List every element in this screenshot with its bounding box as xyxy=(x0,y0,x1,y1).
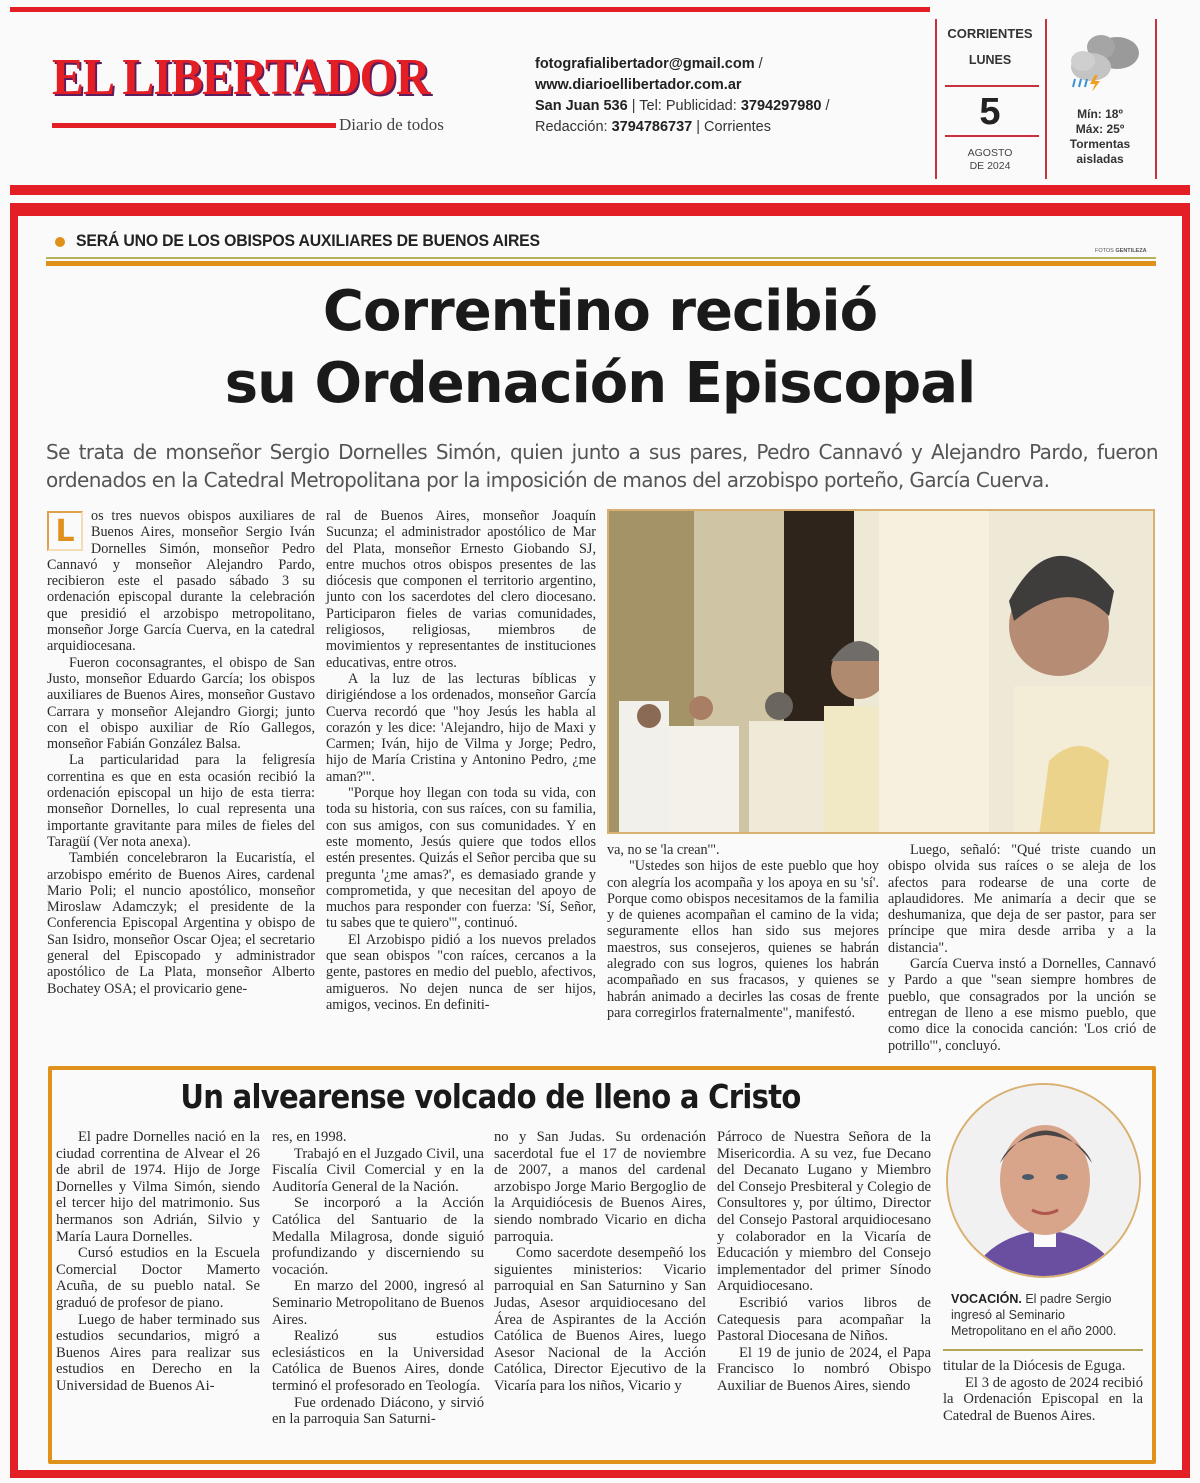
photo-credit-label: FOTOS xyxy=(1095,248,1114,254)
paragraph: no y San Judas. Su ordenación sacerdotal fue el 17 de noviembre de 2007, a manos del cardenal arzobispo Jorge Mario Bergoglio de la Arquidiócesis de Buenos Aires, siendo nombrado Vicario en dicha parroquia. xyxy=(494,1129,706,1245)
paragraph: res, en 1998. xyxy=(272,1129,347,1145)
article-column-1 xyxy=(47,508,315,997)
date-weekday: LUNES xyxy=(968,53,1012,67)
date-month: AGOSTO xyxy=(967,147,1013,159)
photo-credit-value: GENTILEZA xyxy=(1115,248,1147,254)
date-day: 5 xyxy=(979,91,1001,133)
paragraph-text: os tres nuevos obispos auxiliares de Buenos Aires, monseñor Sergio Iván Dornelles Simón, monseñor Pedro Cannavó y monseñor Alejandro Pardo, recibieron este el pasado sábado 3 su ordenación episcopal durante la celebración que presidió el arzobispo metropolitano, monseñor Jorge García Cuerva, en la catedral arquidiocesana. xyxy=(47,508,315,655)
weather-info xyxy=(1050,107,1150,167)
article-column-4 xyxy=(888,842,1156,1054)
ceremony-photo[interactable] xyxy=(607,509,1155,834)
paragraph: En marzo del 2000, ingresó al Seminario Metropolitano de Buenos Aires. xyxy=(272,1278,484,1328)
sidebar-headline: Un alvearense volcado de lleno a Cristo xyxy=(180,1077,801,1116)
divider xyxy=(945,135,1039,137)
kicker-rule xyxy=(46,257,1156,259)
contact-address: San Juan 536 xyxy=(535,98,628,114)
headline-line-2: su Ordenación Episcopal xyxy=(224,351,976,416)
logo-underline xyxy=(52,123,336,128)
paragraph: A la luz de las lecturas bíblicas y dirigiéndose a los ordenados, monseñor García Cuerva recordó que "hoy Jesús les habla al corazón y les dice: 'Alejandro, hijo de Maxi y Carmen; Iván, hijo de Vilma y Jorge; Pedro, hijo de María Cristina y Antonino Pedro, ¿me aman?'". xyxy=(326,670,596,785)
date-month-year xyxy=(935,147,1045,173)
weather-condition-2: aisladas xyxy=(1076,152,1124,166)
newspaper-logo[interactable] xyxy=(52,49,452,134)
paragraph: El Arzobispo pidió a los nuevos prelados que sean obispos "con raíces, cercanos a la gente, pastores en medio del pueblo, afectivos, amigueros. No dejen nunca de ser hijos, amigos, vecinos. En definiti- xyxy=(326,931,596,1013)
divider xyxy=(1045,19,1047,179)
paragraph: Luego de haber terminado sus estudios secundarios, migró a Buenos Aires para realizar sus estudios en Derecho en la Universidad de Buenos Ai- xyxy=(56,1311,260,1394)
tel-redaccion: 3794786737 xyxy=(611,119,693,135)
paragraph: "Porque hoy llegan con toda su vida, con toda su historia, con sus raíces, con su familia, con sus amigos, con sus comunidades. Y en este momento, Jesús quiere que todos ellos estén presentes. Quizás el Señor perciba que su pregunta '¿me amas?', es demasiado grande y comprometida, y que necesitan del apoyo de muchos para responder con fuerza: 'Sí, Señor, tu sabes que te quiero'", continuó. xyxy=(326,785,596,932)
caption-rule xyxy=(943,1349,1143,1351)
paragraph: García Cuerva instó a Dornelles, Cannavó y Pardo a que "sean siempre hombres de pueblo, que consagrados por la unción se entregan de lleno a ese mismo pueblo, que como dice la conocida canción: 'Los crió de potrillo'", concluyó. xyxy=(888,956,1156,1054)
headline xyxy=(0,276,1200,420)
paragraph: titular de la Diócesis de Eguga. xyxy=(943,1358,1126,1374)
photo-caption xyxy=(951,1291,1141,1339)
paragraph: Fue ordenado Diácono, y sirvió en la parroquia San Saturni- xyxy=(272,1394,484,1428)
portrait-photo[interactable] xyxy=(946,1083,1141,1278)
separator: / xyxy=(754,56,763,72)
dropcap: L xyxy=(47,511,83,551)
paragraph: Párroco de Nuestra Señora de la Misericordia. A su vez, fue Decano del Decanato Lugano y Miembro del Consejo Presbiteral y Colegio de Consultores y, por último, Director del Consejo Pastoral arquidiocesano y colaborador en la Vicaría de Educación y miembro del Consejo implementador del primer Sínodo Arquidiocesano. xyxy=(717,1129,931,1295)
masthead xyxy=(0,0,1200,185)
date-weather-box xyxy=(935,19,1157,181)
masthead-bottom-band xyxy=(10,185,1190,195)
tel-publicidad: 3794297980 xyxy=(740,98,822,114)
photo-image xyxy=(609,511,1155,834)
temp-min: Mín: 18º xyxy=(1077,107,1123,121)
sidebar-column-3 xyxy=(494,1129,706,1395)
paragraph: Luego, señaló: "Qué triste cuando un obispo olvida sus raíces o se aleja de los afectos para rodearse de una corte de aplaudidores. Me animaría a decir que se deshumaniza, que deja de ser pastor, para ser príncipe que mira desde arriba y a la distancia". xyxy=(888,842,1156,956)
city-label: | Corrientes xyxy=(692,119,771,135)
article-column-3 xyxy=(607,842,879,1021)
logo-title: EL LIBERTADOR xyxy=(52,49,430,106)
paragraph: Realizó sus estudios eclesiásticos en la Universidad Católica de Buenos Aires, donde terminó el profesorado en Teología. xyxy=(272,1328,484,1394)
paragraph: Cursó estudios en la Escuela Comercial Doctor Mamerto Acuña, de su pueblo natal. Se graduó de profesor de piano. xyxy=(56,1245,260,1311)
paragraph: Escribió varios libros de Catequesis para acompañar la Pastoral Diocesana de Niños. xyxy=(717,1294,931,1345)
deck-line-1: Se trata de monseñor Sergio Dornelles Simón, quien junto a sus pares, Pedro Cannavó y Alejandro Pardo, fueron xyxy=(46,440,1158,464)
paragraph: ral de Buenos Aires, monseñor Joaquín Sucunza; el administrador apostólico de Mar del Plata, monseñor Ernesto Giobando SJ, entre muchos otros obispos presentes de las diócesis que componen el territorio argentino, junto con los sacerdotes del clero diocesano. Participaron fieles de varias comunidades, religiosos, religiosas, miembros de movimientos y representantes de instituciones educativas, entre otros. xyxy=(326,508,596,671)
contact-website[interactable]: www.diarioellibertador.com.ar xyxy=(535,77,742,93)
paragraph: El 19 de junio de 2024, el Papa Francisco lo nombró Obispo Auxiliar de Buenos Aires, siendo xyxy=(717,1344,931,1394)
caption-label: VOCACIÓN. xyxy=(951,1292,1022,1306)
sidebar-column-5 xyxy=(943,1358,1143,1424)
paragraph: Trabajó en el Juzgado Civil, una Fiscalía Civil Comercial y en la Auditoría General de la Nación. xyxy=(272,1145,484,1195)
deck-line-2: ordenados en la Catedral Metropolitana por la imposición de manos del arzobispo porteño, García Cuerva. xyxy=(46,468,1050,492)
photo-credit xyxy=(1095,248,1147,254)
thunderstorm-icon xyxy=(1065,31,1145,91)
contact-info xyxy=(535,54,830,138)
deck xyxy=(46,438,1158,494)
caption-text: El padre Sergio ingresó al Seminario Metropolitano en el año 2000. xyxy=(951,1292,1117,1338)
masthead-top-rule xyxy=(10,7,930,12)
temp-max: Máx: 25º xyxy=(1075,122,1125,136)
kicker-rule xyxy=(46,261,1156,266)
redaccion-label: Redacción: xyxy=(535,119,612,135)
contact-email[interactable]: fotografialibertador@gmail.com xyxy=(535,56,755,72)
paragraph: La particularidad para la feligresía correntina es que en esta ocasión recibió la ordenación episcopal un hijo de esta tierra: monseñor Dornelles, lo cual representa una importante gravitante para miles de fieles del Taragüí (Ver nota anexa). xyxy=(47,752,315,850)
date-year: DE 2024 xyxy=(969,160,1011,172)
divider xyxy=(1155,19,1157,179)
bullet-icon xyxy=(55,237,65,247)
paragraph: va, no se 'la crean'". xyxy=(607,842,720,858)
paragraph: También concelebraron la Eucaristía, el arzobispo emérito de Buenos Aires, cardenal Mario Poli; el nuncio apostólico, monseñor Miroslaw Adamczyk; el presidente de la Conferencia Episcopal Argentina y obispo de San Isidro, monseñor Oscar Ojea; el secretario general del Episcopado y administrador apostólico de La Plata, monseñor Alberto Bochatey OSA; el provicario gene- xyxy=(47,850,315,997)
weather-condition-1: Tormentas xyxy=(1069,137,1131,151)
date-city: CORRIENTES xyxy=(947,26,1033,41)
portrait-image xyxy=(948,1085,1141,1278)
tel-label: | Tel: Publicidad: xyxy=(627,98,741,114)
paragraph: Fueron coconsagrantes, el obispo de San Justo, monseñor Eduardo García; los obispos auxiliares de Buenos Aires, monseñor Gustavo Carrara y monseñor Alejandro Giorgi; junto con el obispo auxiliar de Río Gallegos, monseñor Fabián González Balsa. xyxy=(47,654,315,753)
divider xyxy=(945,85,1039,87)
sidebar-column-1 xyxy=(56,1129,260,1395)
paragraph: El 3 de agosto de 2024 recibió la Ordenación Episcopal en la Catedral de Buenos Aires. xyxy=(943,1374,1143,1424)
separator: / xyxy=(821,98,830,114)
headline-line-1: Correntino recibió xyxy=(322,279,878,344)
paragraph: El padre Dornelles nació en la ciudad correntina de Alvear el 26 de abril de 1974. Hijo de Jorge Dornelles y Vilma Simón, siendo el tercer hijo del matrimonio. Sus hermanos son Adrián, Silvio y María Laura Dornelles. xyxy=(56,1129,260,1245)
paragraph: Se incorporó a la Acción Católica del Santuario de la Medalla Milagrosa, donde siguió profundizando y discerniendo su vocación. xyxy=(272,1195,484,1278)
kicker: SERÁ UNO DE LOS OBISPOS AUXILIARES DE BUENOS AIRES xyxy=(76,231,540,250)
paragraph: "Ustedes son hijos de este pueblo que hoy con alegría los acompaña y los apoya en su 'sí'. Porque como obispos necesitamos de la familia y de quienes acompañan el camino de la vida; seguramente ellos han sido sus mejores maestros, sus consejeros, quienes se habrán alegrado con sus logros, quienes los habrán acompañado en sus fracasos, y quienes se habrán animado a decirles las cosas de frente para corregirlos fraternalmente", manifestó. xyxy=(607,858,879,1021)
article-column-2 xyxy=(326,508,596,1013)
sidebar-column-2 xyxy=(272,1129,484,1428)
logo-subtitle: Diario de todos xyxy=(339,115,444,134)
sidebar-column-4 xyxy=(717,1129,931,1395)
paragraph xyxy=(47,508,315,655)
paragraph: Como sacerdote desempeñó los siguientes ministerios: Vicario parroquial en San Saturnino y San Judas, Asesor arquidiocesano del Área de Aspirantes de la Acción Católica de Buenos Aires, luego Asesor Nacional de la Acción Católica, Director Ejecutivo de la Vicaría para los niños, Vicario y xyxy=(494,1245,706,1394)
